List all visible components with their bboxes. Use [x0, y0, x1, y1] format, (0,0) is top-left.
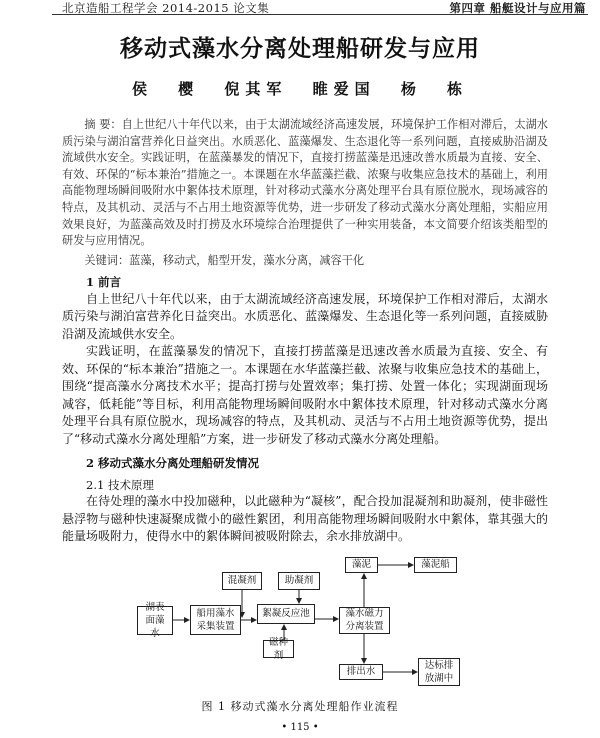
section-1-heading: 1 前言 — [86, 274, 122, 289]
box-lake-algae-water: 湖表面藻水 — [137, 606, 173, 635]
box-collection-device: 船用藻水采集装置 — [190, 605, 241, 635]
running-header-left: 北京造船工程学会 2014-2015 论文集 — [62, 1, 270, 15]
box-coagulant-aid: 助凝剂 — [278, 572, 320, 590]
section-2-heading: 2 移动式藻水分离处理船研发情况 — [86, 456, 260, 471]
authors: 侯 樱 倪其军 睢爱国 杨 栋 — [131, 80, 469, 98]
section-2-body — [62, 493, 548, 546]
box-magnetic-separator: 藻水磁力分离装置 — [339, 607, 390, 634]
paper-title: 移动式藻水分离处理船研发与应用 — [120, 35, 480, 62]
box-discharge-to-lake: 达标排放湖中 — [418, 658, 460, 686]
page-number: • 115 • — [281, 721, 319, 733]
subsection-2-1-heading: 2.1 技术原理 — [86, 478, 154, 493]
section-1-body — [62, 291, 548, 449]
paragraph: 实践证明，在蓝藻暴发的情况下，直接打捞蓝藻是迅速改善水质最为直接、安全、有效、环保的“标本兼治”措施之一。本课题在水华蓝藻拦截、浓聚与收集应急技术的基础上，围绕“提高藻水分离技术水平；提高打捞与处置效率；集打捞、处置一体化；实现湖面现场减容，低耗能”等目标，利用高能物理场瞬间吸附水中絮体技术原理，针对移动式藻水分离处理平台具有原位脱水，现场减容的特点，及其机动、灵活与不占用土地资源等优势，提出了“移动式藻水分离处理船”方案，进一步研发了移动式藻水分离处理船。 — [62, 344, 548, 446]
paragraph: 自上世纪八十年代以来，由于太湖流域经济高速发展，环境保护工作相对滞后，太湖水质污染与湖泊富营养化日益突出。水质恶化、蓝藻爆发、生态退化等一系列问题，直接威胁沿湖及流域供水安全。 — [62, 291, 548, 341]
flow-diagram — [0, 552, 600, 690]
abstract-text: 摘 要：自上世纪八十年代以来，由于太湖流域经济高速发展，环境保护工作相对滞后，太湖水质污染与湖泊富营养化日益突出。水质恶化、蓝藻爆发、生态退化等一系列问题，直接威胁沿湖及流域供水安全。实践证明，在蓝藻暴发的情况下，直接打捞蓝藻是迅速改善水质最为直接、安全、有效、环保的“标本兼治”措施之一。本课题在水华蓝藻拦截、浓聚与收集应急技术的基础上，利用高能物理场瞬间吸附水中絮体技术原理，针对移动式藻水分离处理平台具有原位脱水，现场减容的特点，及其机动、灵活与不占用土地资源等优势，进一步研发了移动式藻水分离处理船，实船应用效果良好，为蓝藻高效及时打捞及水环境综合治理提供了一种实用装备，本文简要介绍该类船型的研发与应用情况。 — [62, 118, 548, 248]
box-flocculation-tank: 絮凝反应池 — [257, 604, 315, 624]
abstract — [62, 117, 548, 250]
paragraph: 在待处理的藻水中投加磁种，以此磁种为“凝核”，配合投加混凝剂和助凝剂，使非磁性悬浮物与磁种快速凝聚成微小的磁性絮团，利用高能物理场瞬间吸附水中絮体，靠其强大的能量场吸附力，使得水中的絮体瞬间被吸附除去，余水排放湖中。 — [62, 494, 548, 544]
box-magnetic-seed: 磁种剂 — [263, 640, 294, 658]
text-column — [62, 0, 548, 734]
box-mud-ship: 藻泥船 — [414, 557, 457, 573]
keywords: 关键词：蓝藻，移动式，船型开发，藻水分离，减容干化 — [84, 253, 365, 267]
box-discharged-water: 排出水 — [339, 664, 383, 680]
figure-caption: 图 1 移动式藻水分离处理船作业流程 — [201, 699, 399, 713]
box-algae-mud: 藻泥 — [345, 557, 378, 573]
running-header-right: 第四章 船艇设计与应用篇 — [449, 1, 586, 15]
box-coagulant: 混凝剂 — [222, 572, 262, 590]
